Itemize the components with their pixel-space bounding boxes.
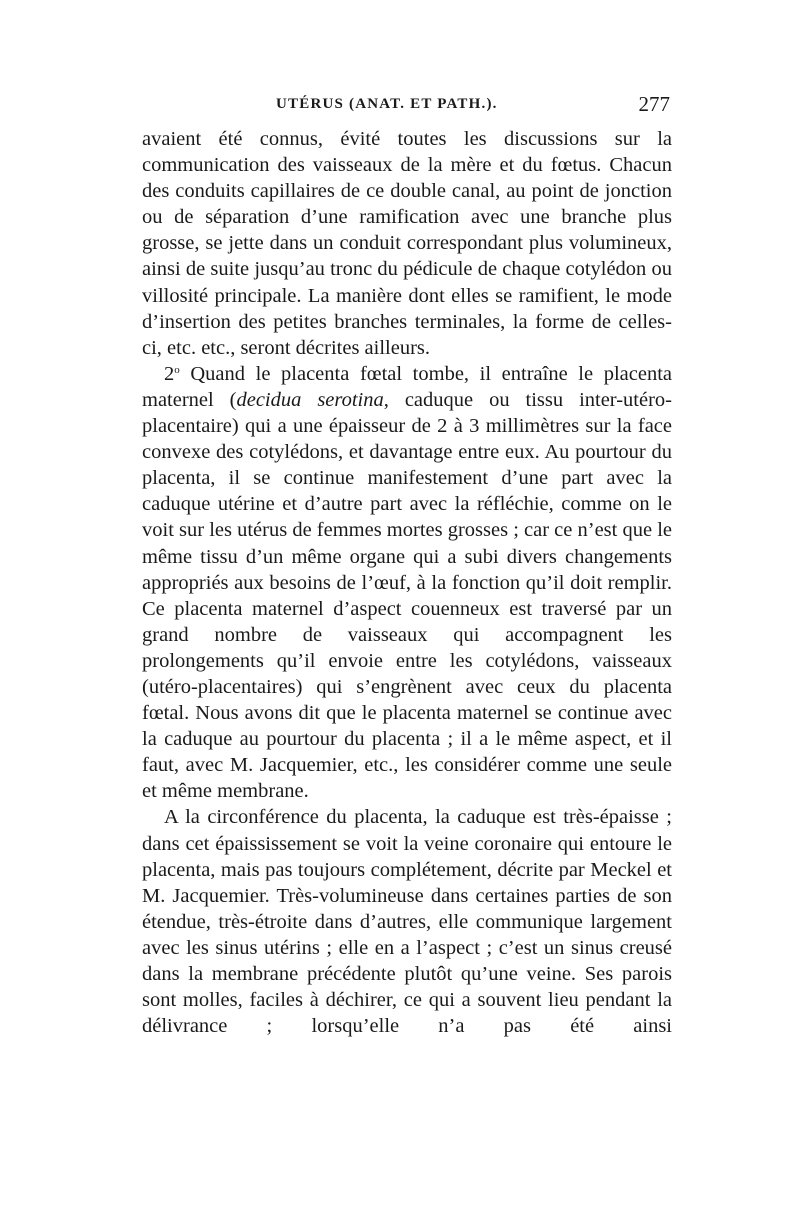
paragraph-2 (142, 361, 672, 805)
paragraph-2-ordinal: o (174, 363, 180, 376)
running-title: UTÉRUS (ANAT. ET PATH.). (276, 96, 498, 112)
book-page (142, 92, 672, 1039)
paragraph-1: avaient été connus, évité toutes les discussions sur la communication des vaisseaux de la mère et du fœtus. Chacun des conduits capillaires de ce double canal, au point de jonction ou de séparation d’une ramification avec une branche plus grosse, se jette dans un conduit correspondant plus volumineux, ainsi de suite jusqu’au tronc du pédicule de chaque cotylédon ou villosité principale. La manière dont elles se ramifient, le mode d’insertion des petites branches terminales, la forme de celles-ci, etc. etc., seront décrites ailleurs. (142, 128, 672, 359)
paragraph-2-text-a: Quand le placenta fœtal tombe, il entraîne le placenta maternel ( (142, 362, 672, 411)
paragraph-2-text-b: , caduque ou tissu inter-utéro-placentaire) qui a une épaisseur de 2 à 3 millimètres sur la face convexe des cotylédons, et davantage entre eux. Au pourtour du placenta, il se continue manifestement d’une part avec la caduque utérine et d’autre part avec la réfléchie, comme on le voit sur les utérus de femmes mortes grosses ; car ce n’est que le même tissu d’un même organe qui a subi divers changements appropriés aux besoins de l’œuf, à la fonction qu’il doit remplir. Ce placenta maternel d’aspect couenneux est traversé par un grand nombre de vaisseaux qui accompagnent les prolongements qu’il envoie entre les cotylédons, vaisseaux (utéro-placentaires) qui s’engrènent avec ceux du placenta fœtal. Nous avons dit que le placenta maternel se continue avec la caduque au pourtour du placenta ; il a le même aspect, et il faut, avec M. Jacquemier, etc., les considérer comme une seule et même membrane. (142, 388, 672, 803)
page-number: 277 (638, 92, 670, 116)
paragraph-3: A la circonférence du placenta, la caduque est très-épaisse ; dans cet épaississement se voit la veine coronaire qui entoure le placenta, mais pas toujours complétement, décrite par Meckel et M. Jacquemier. Très-volumineuse dans certaines parties de son étendue, très-étroite dans d’autres, elle communique largement avec les sinus utérins ; elle en a l’aspect ; c’est un sinus creusé dans la membrane précédente plutôt qu’une veine. Ses parois sont molles, faciles à déchirer, ce qui a souvent lieu pendant la délivrance ; lorsqu’elle n’a pas été ainsi (142, 806, 672, 1038)
paragraph-2-latin-term: decidua serotina (236, 388, 384, 411)
paragraph-2-number: 2 (164, 362, 175, 385)
body-text (142, 126, 672, 1039)
running-head (142, 92, 672, 126)
